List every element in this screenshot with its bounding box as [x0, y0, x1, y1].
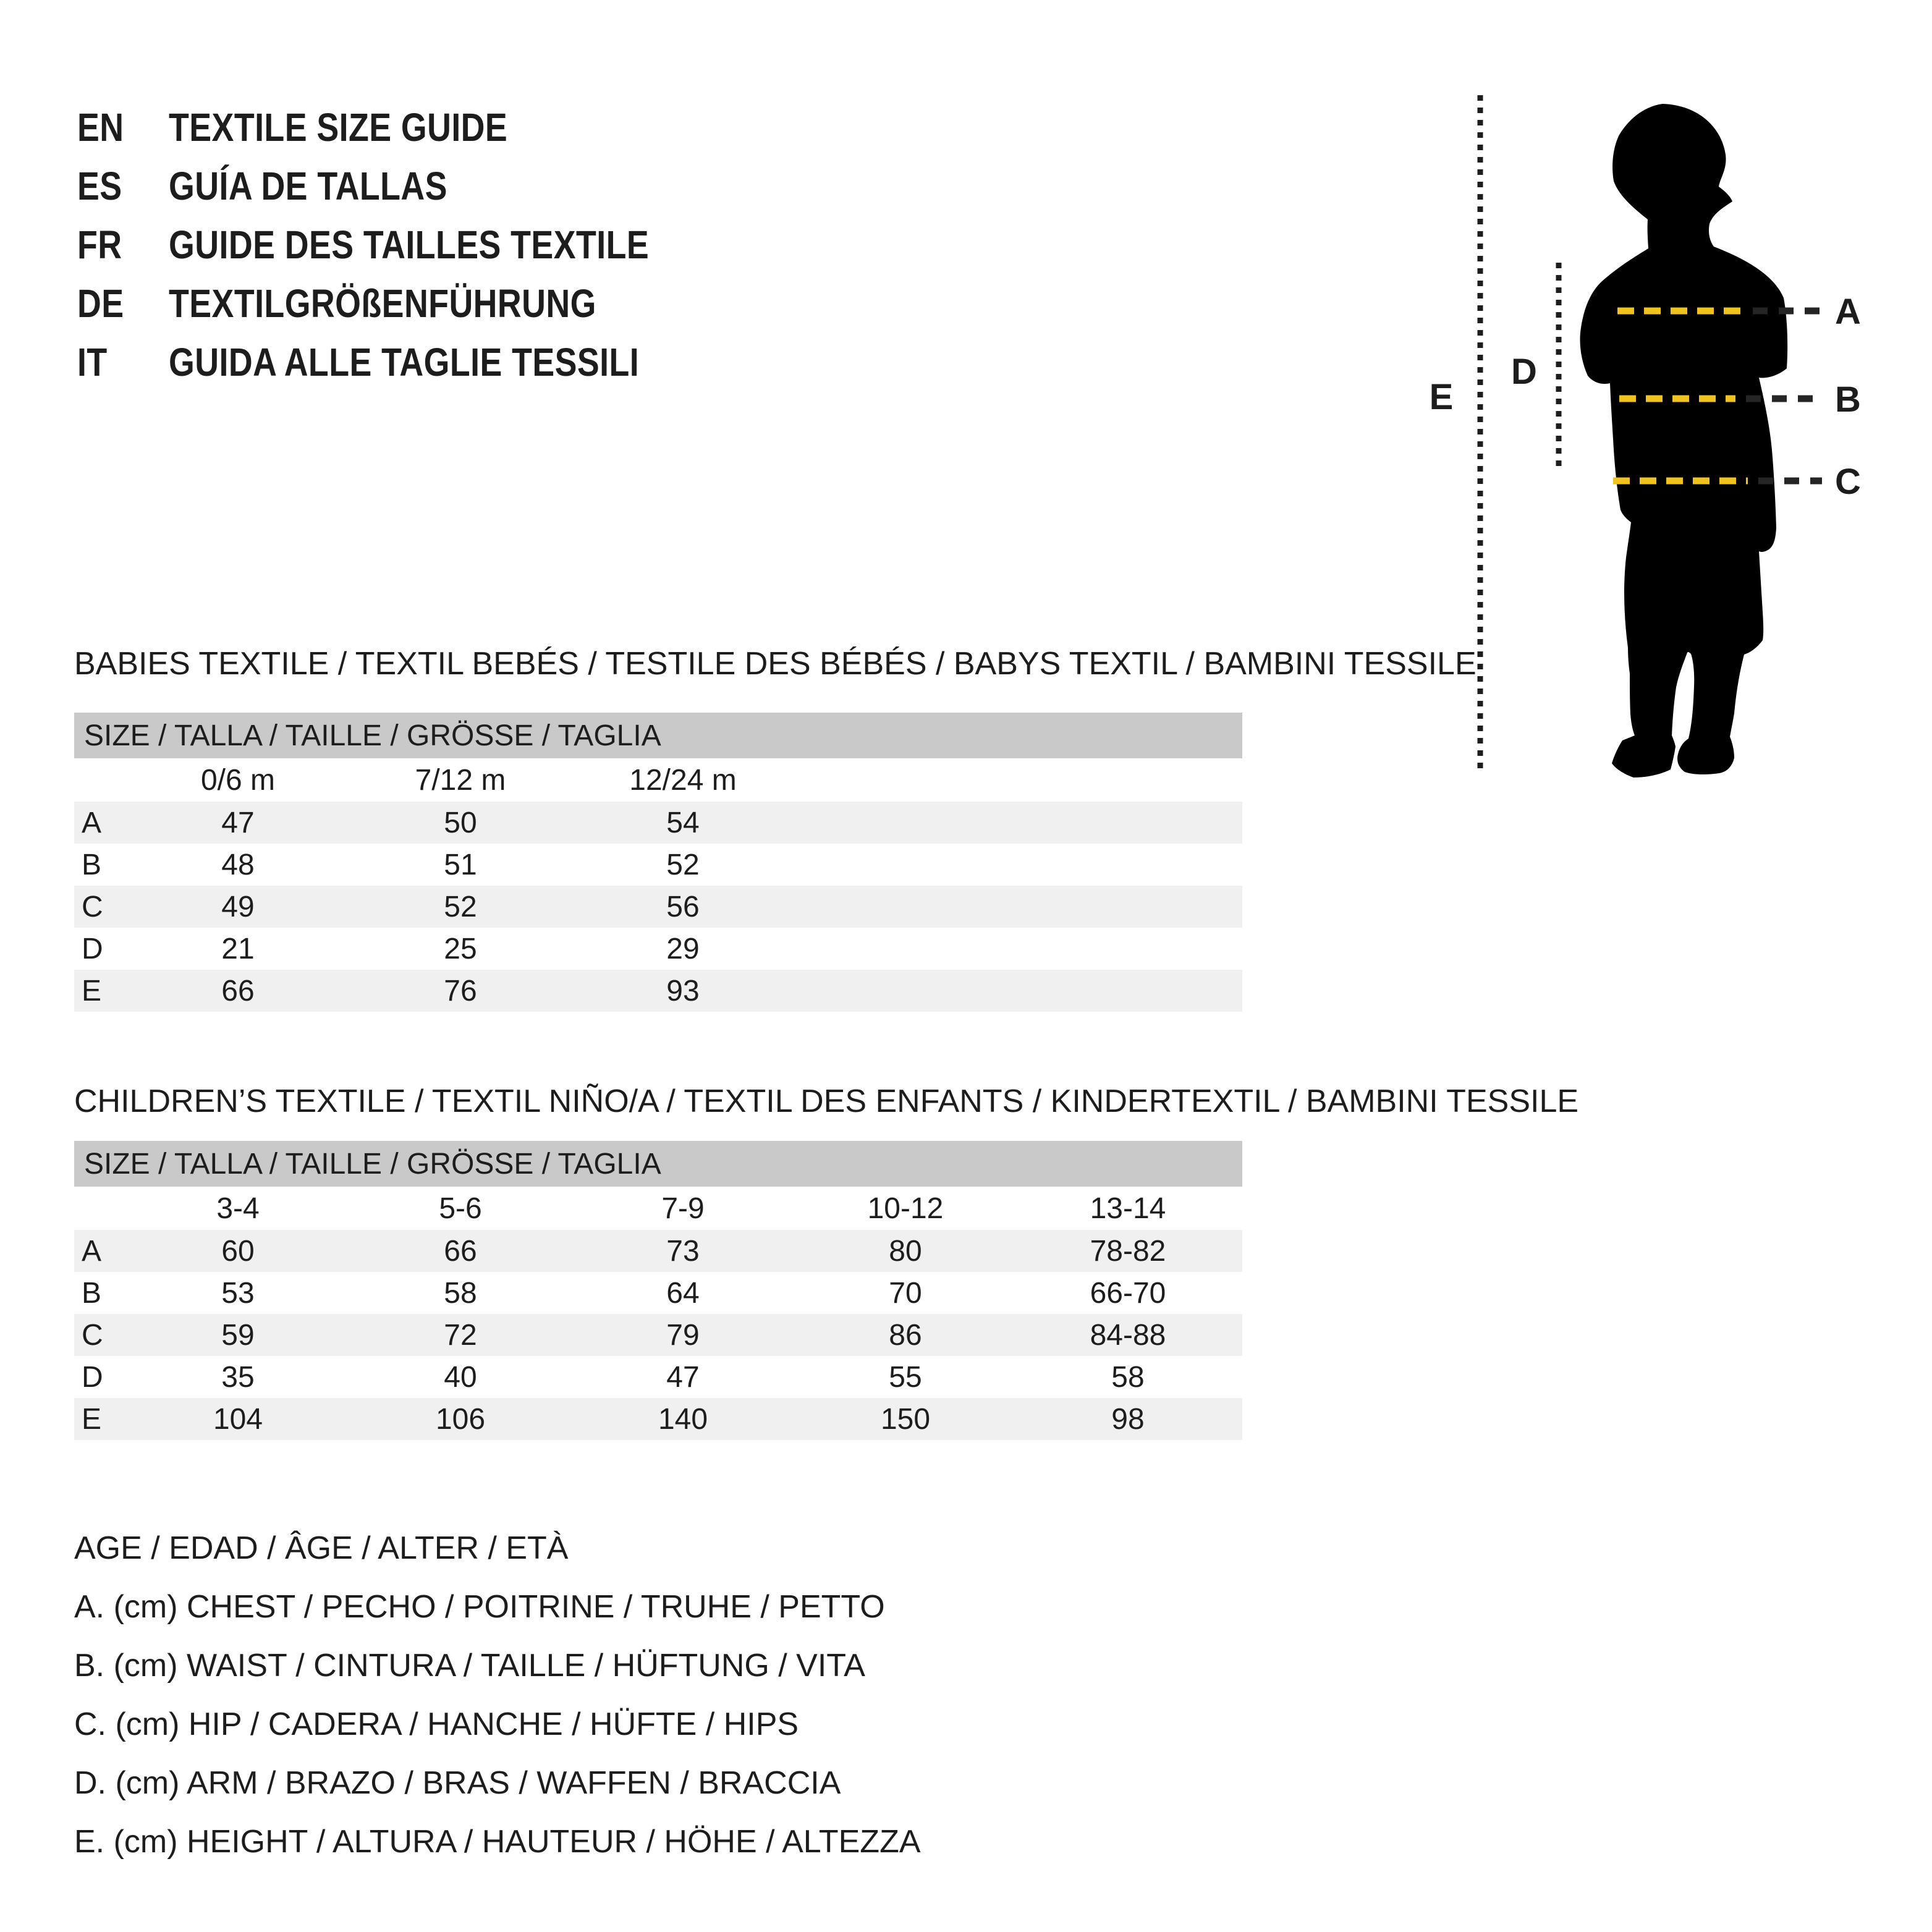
lang-row-en	[77, 98, 740, 156]
table-row	[74, 1314, 1242, 1356]
cell-value: 84-88	[1090, 1318, 1166, 1352]
legend-line-age: AGE / EDAD / ÂGE / ALTER / ETÀ	[74, 1530, 569, 1566]
cell-value: 98	[1111, 1402, 1145, 1436]
cell-value: 40	[444, 1360, 477, 1394]
children-rows	[74, 1230, 1242, 1440]
lang-code-es: ES	[77, 163, 122, 208]
row-label: B	[82, 848, 102, 881]
cell-value: 64	[666, 1276, 700, 1310]
children-section-title: CHILDREN’S TEXTILE / TEXTIL NIÑO/A / TEXTIL DES ENFANTS / KINDERTEXTIL / BAMBINI TESSILE	[74, 1083, 1579, 1119]
cell-value: 51	[444, 848, 477, 881]
lang-row-it	[77, 333, 740, 391]
cell-value: 35	[221, 1360, 255, 1394]
cell-value: 66	[444, 1234, 477, 1268]
babies-size-header-label: SIZE / TALLA / TAILLE / GRÖSSE / TAGLIA	[84, 719, 661, 752]
measurement-legend	[74, 1519, 921, 1871]
row-label: E	[82, 1402, 102, 1436]
babies-col-7-12m: 7/12 m	[415, 763, 506, 797]
cell-value: 78-82	[1090, 1234, 1166, 1268]
children-col-5-6: 5-6	[439, 1192, 482, 1225]
row-label: D	[82, 1360, 103, 1394]
row-label: D	[82, 932, 103, 965]
table-row	[74, 970, 1242, 1012]
cell-value: 58	[1111, 1360, 1145, 1394]
cell-value: 66-70	[1090, 1276, 1166, 1310]
children-col-13-14: 13-14	[1090, 1192, 1166, 1225]
lang-code-it: IT	[77, 339, 108, 384]
table-row	[74, 1398, 1242, 1440]
cell-value: 49	[221, 890, 255, 923]
cell-value: 66	[221, 974, 255, 1007]
cell-value: 52	[666, 848, 700, 881]
cell-value: 55	[889, 1360, 922, 1394]
cell-value: 70	[889, 1276, 922, 1310]
lang-code-fr: FR	[77, 222, 122, 267]
cell-value: 93	[666, 974, 700, 1007]
lang-title-de: TEXTILGRÖßENFÜHRUNG	[169, 281, 596, 326]
babies-rows	[74, 802, 1242, 1012]
cell-value: 29	[666, 932, 700, 965]
cell-value: 72	[444, 1318, 477, 1352]
cell-value: 59	[221, 1318, 255, 1352]
child-silhouette-icon	[1580, 104, 1788, 777]
lang-code-de: DE	[77, 281, 124, 326]
lang-title-es: GUÍA DE TALLAS	[169, 163, 447, 208]
cell-value: 53	[221, 1276, 255, 1310]
cell-value: 21	[221, 932, 255, 965]
cell-value: 54	[666, 806, 700, 839]
table-row	[74, 802, 1242, 844]
row-label: C	[82, 890, 103, 923]
legend-line-waist: B. (cm) WAIST / CINTURA / TAILLE / HÜFTUNG / VITA	[74, 1648, 865, 1684]
children-size-header-bar	[74, 1141, 1242, 1187]
babies-col-12-24m: 12/24 m	[629, 763, 737, 797]
legend-line-chest: A. (cm) CHEST / PECHO / POITRINE / TRUHE / PETTO	[74, 1589, 885, 1625]
cell-value: 47	[666, 1360, 700, 1394]
measurement-figure	[1409, 87, 1904, 785]
table-row	[74, 1272, 1242, 1314]
table-row	[74, 886, 1242, 928]
babies-section-title: BABIES TEXTILE / TEXTIL BEBÉS / TESTILE DES BÉBÉS / BABYS TEXTIL / BAMBINI TESSILE	[74, 646, 1477, 682]
cell-value: 76	[444, 974, 477, 1007]
cell-value: 58	[444, 1276, 477, 1310]
cell-value: 140	[658, 1402, 708, 1436]
cell-value: 106	[435, 1402, 486, 1436]
row-label: A	[82, 806, 102, 839]
cell-value: 48	[221, 848, 255, 881]
babies-column-header-row	[74, 758, 1242, 802]
cell-value: 104	[213, 1402, 263, 1436]
measure-label-e: E	[1429, 377, 1454, 417]
measure-label-d: D	[1511, 352, 1537, 392]
measure-label-b: B	[1835, 379, 1861, 420]
cell-value: 50	[444, 806, 477, 839]
cell-value: 150	[880, 1402, 931, 1436]
babies-size-table	[74, 713, 1242, 1012]
cell-value: 25	[444, 932, 477, 965]
children-col-7-9: 7-9	[661, 1192, 705, 1225]
legend-line-arm: D. (cm) ARM / BRAZO / BRAS / WAFFEN / BRACCIA	[74, 1765, 841, 1801]
legend-line-height: E. (cm) HEIGHT / ALTURA / HAUTEUR / HÖHE / ALTEZZA	[74, 1824, 921, 1860]
cell-value: 52	[444, 890, 477, 923]
lang-row-de	[77, 274, 740, 333]
cell-value: 86	[889, 1318, 922, 1352]
lang-title-it: GUIDA ALLE TAGLIE TESSILI	[169, 339, 640, 384]
table-row	[74, 1230, 1242, 1272]
table-row	[74, 1356, 1242, 1398]
legend-line-hip: C. (cm) HIP / CADERA / HANCHE / HÜFTE / HIPS	[74, 1706, 799, 1742]
children-col-10-12: 10-12	[867, 1192, 944, 1225]
children-size-table	[74, 1141, 1242, 1440]
lang-row-es	[77, 156, 740, 215]
lang-title-en: TEXTILE SIZE GUIDE	[169, 104, 508, 150]
row-label: E	[82, 974, 102, 1007]
row-label: B	[82, 1276, 102, 1310]
children-size-header-label: SIZE / TALLA / TAILLE / GRÖSSE / TAGLIA	[84, 1147, 661, 1180]
cell-value: 73	[666, 1234, 700, 1268]
children-col-3-4: 3-4	[216, 1192, 260, 1225]
row-label: A	[82, 1234, 102, 1268]
lang-code-en: EN	[77, 104, 124, 150]
cell-value: 79	[666, 1318, 700, 1352]
cell-value: 80	[889, 1234, 922, 1268]
babies-size-header-bar	[74, 713, 1242, 758]
children-column-header-row	[74, 1187, 1242, 1230]
lang-row-fr	[77, 215, 740, 274]
lang-title-fr: GUIDE DES TAILLES TEXTILE	[169, 222, 650, 267]
row-label: C	[82, 1318, 103, 1352]
cell-value: 47	[221, 806, 255, 839]
table-row	[74, 928, 1242, 970]
cell-value: 60	[221, 1234, 255, 1268]
measure-label-c: C	[1835, 462, 1861, 502]
babies-col-0-6m: 0/6 m	[200, 763, 276, 797]
table-row	[74, 844, 1242, 886]
measure-label-a: A	[1835, 292, 1861, 332]
cell-value: 56	[666, 890, 700, 923]
language-title-list	[77, 98, 740, 391]
